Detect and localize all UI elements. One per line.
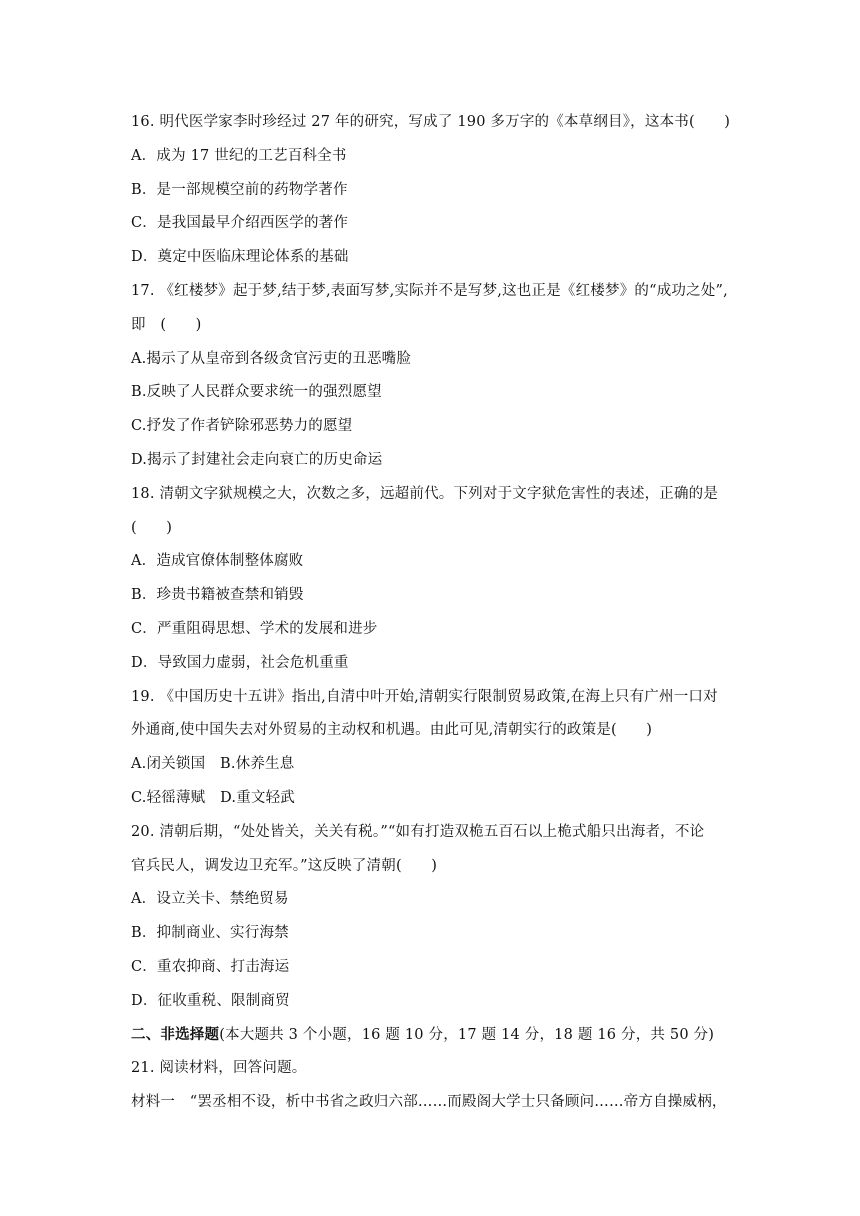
q16-option-c: C．是我国最早介绍西医学的著作 [131,215,349,231]
q17-stem-line2: 即 ( ) [131,317,202,333]
q20-option-d: D．征收重税、限制商贸 [131,993,290,1009]
q16-option-a: A．成为 17 世纪的工艺百科全书 [131,148,347,164]
q20-option-a: A．设立关卡、禁绝贸易 [131,891,289,907]
q20-option-b: B．抑制商业、实行海禁 [131,925,289,941]
q17-stem-line1: 17. 《红楼梦》起于梦,结于梦,表面写梦,实际并不是写梦,这也正是《红楼梦》的“成功之处”, [131,283,728,299]
q16-option-d: D．奠定中医临床理论体系的基础 [131,249,349,265]
section2-heading: 二、非选择题 [131,1026,220,1043]
q19-stem-line2: 外通商,使中国失去对外贸易的主动权和机遇。由此可见,清朝实行的政策是( ) [131,722,653,738]
q20-stem-line2: 官兵民人，调发边卫充军。”这反映了清朝( ) [131,858,438,874]
q17-option-d: D.揭示了封建社会走向衰亡的历史命运 [131,452,383,468]
q17-option-b: B.反映了人民群众要求统一的强烈愿望 [131,384,382,400]
q17-option-c: C.抒发了作者铲除邪恶势力的愿望 [131,418,353,434]
q16-stem: 16. 明代医学家李时珍经过 27 年的研究，写成了 190 多万字的《本草纲目》，这本书( ) [131,114,731,130]
q18-option-d: D．导致国力虚弱，社会危机重重 [131,655,349,671]
section2-heading-line [131,1025,740,1045]
q21-stem: 21. 阅读材料，回答问题。 [131,1060,307,1076]
q18-stem-line2: ( ) [131,520,173,536]
q20-stem-line1: 20. 清朝后期，“处处皆关，关关有税。”“如有打造双桅五百石以上桅式船只出海者，不论 [131,824,705,840]
q19-options-row1: A.闭关锁国 B.休养生息 [131,756,295,772]
q18-option-c: C．严重阻碍思想、学术的发展和进步 [131,621,378,637]
q17-option-a: A.揭示了从皇帝到各级贪官污吏的丑恶嘴脸 [131,351,412,367]
q18-option-a: A．造成官僚体制整体腐败 [131,553,304,569]
q21-material1: 材料一 “罢丞相不设，析中书省之政归六部……而殿阁大学士只备顾问……帝方自操威柄， [131,1094,727,1110]
q16-option-b: B．是一部规模空前的药物学著作 [131,182,348,198]
q19-stem-line1: 19. 《中国历史十五讲》指出,自清中叶开始,清朝实行限制贸易政策,在海上只有广州一口对 [131,689,718,705]
q20-option-c: C．重农抑商、打击海运 [131,959,290,975]
q18-option-b: B．珍贵书籍被查禁和销毁 [131,587,304,603]
q18-stem-line1: 18. 清朝文字狱规模之大，次数之多，远超前代。下列对于文字狱危害性的表述，正确的是 [131,486,719,502]
q19-options-row2: C.轻徭薄赋 D.重文轻武 [131,790,296,806]
section2-note: (本大题共 3 个小题，16 题 10 分，17 题 14 分，18 题 16 分，共 50 分) [219,1027,715,1043]
